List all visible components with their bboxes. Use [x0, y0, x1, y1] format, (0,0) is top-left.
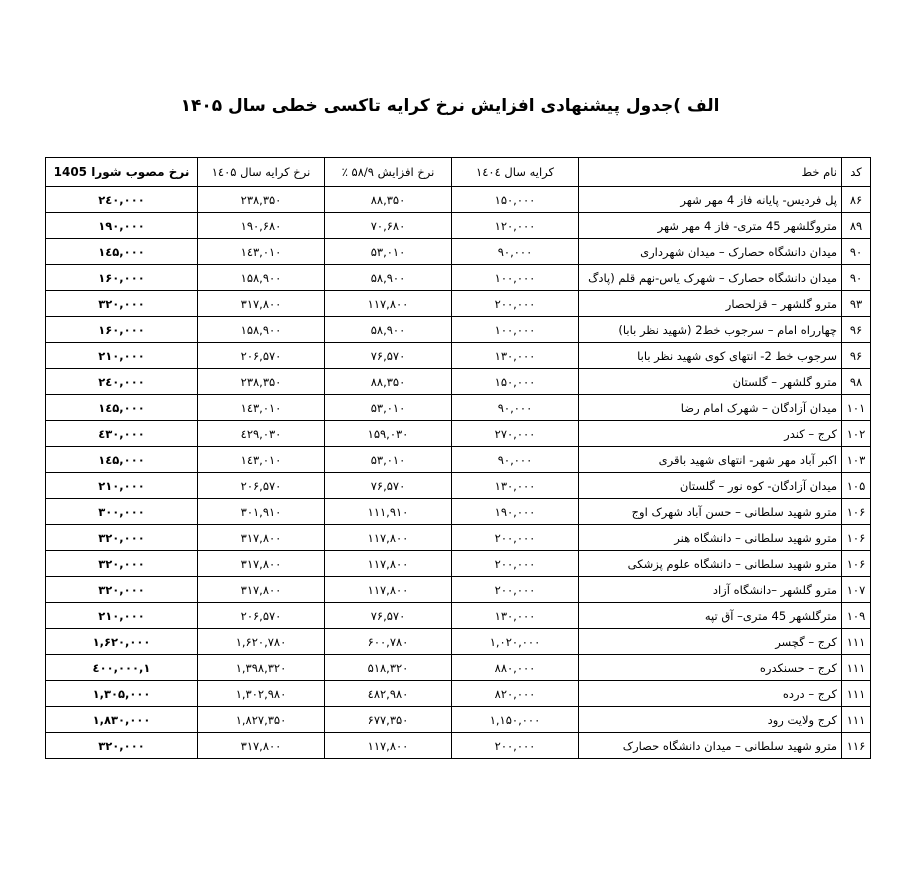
- cell-fare-1404: ۲۰۰,۰۰۰: [452, 733, 579, 759]
- cell-fare-1405: ۳۱۷,۸۰۰: [198, 577, 325, 603]
- cell-increase: ۵۸,۹۰۰: [325, 317, 452, 343]
- cell-route: کرج – حسنکدره: [579, 655, 842, 681]
- cell-fare-1404: ۱۵۰,۰۰۰: [452, 369, 579, 395]
- cell-approved: ۱,۶۲۰,۰۰۰: [46, 629, 198, 655]
- table-row: [46, 239, 871, 265]
- cell-route: مترگلشهر 45 متری– آق تپه: [579, 603, 842, 629]
- cell-increase: ۱۱۷,۸۰۰: [325, 525, 452, 551]
- cell-fare-1404: ۱۳۰,۰۰۰: [452, 343, 579, 369]
- cell-route: مترو شهید سلطانی – دانشگاه علوم پزشکی: [579, 551, 842, 577]
- table-row: [46, 707, 871, 733]
- cell-increase: ۱۱۱,۹۱۰: [325, 499, 452, 525]
- cell-fare-1404: ۱۳۰,۰۰۰: [452, 473, 579, 499]
- cell-route: سرجوب خط 2- انتهای کوی شهید نظر بابا: [579, 343, 842, 369]
- cell-fare-1405: ۱٤۳,۰۱۰: [198, 239, 325, 265]
- cell-route: کرج ولایت رود: [579, 707, 842, 733]
- header-increase: نرخ افزایش ۵۸/۹ ٪: [325, 158, 452, 187]
- cell-increase: ۷۶,۵۷۰: [325, 473, 452, 499]
- fare-table: [45, 157, 871, 759]
- cell-fare-1405: ۲۳۸,۳۵۰: [198, 369, 325, 395]
- table-row: [46, 421, 871, 447]
- cell-approved: ۳۲۰,۰۰۰: [46, 525, 198, 551]
- cell-approved: ۲۱۰,۰۰۰: [46, 603, 198, 629]
- cell-fare-1405: ۱,۳۹۸,۳۲۰: [198, 655, 325, 681]
- cell-code: ۹۶: [842, 317, 871, 343]
- table-row: [46, 317, 871, 343]
- cell-fare-1405: ۱,۸۲۷,۳۵۰: [198, 707, 325, 733]
- cell-fare-1404: ۲۰۰,۰۰۰: [452, 291, 579, 317]
- table-row: [46, 343, 871, 369]
- table-row: [46, 265, 871, 291]
- cell-code: ۱۰۶: [842, 551, 871, 577]
- cell-code: ۹۰: [842, 265, 871, 291]
- header-approved: نرخ مصوب شورا 1405: [46, 158, 198, 187]
- table-header-row: [46, 158, 871, 187]
- cell-code: ۸۶: [842, 187, 871, 213]
- table-row: [46, 733, 871, 759]
- cell-route: مترو گلشهر –دانشگاه آزاد: [579, 577, 842, 603]
- cell-fare-1405: ۲۳۸,۳۵۰: [198, 187, 325, 213]
- table-row: [46, 213, 871, 239]
- cell-route: میدان دانشگاه حصارک – میدان شهرداری: [579, 239, 842, 265]
- table-row: [46, 473, 871, 499]
- cell-fare-1404: ۸۲۰,۰۰۰: [452, 681, 579, 707]
- table-row: [46, 577, 871, 603]
- cell-approved: ۳۲۰,۰۰۰: [46, 733, 198, 759]
- cell-fare-1404: ۹۰,۰۰۰: [452, 239, 579, 265]
- cell-fare-1405: ۱٤۳,۰۱۰: [198, 395, 325, 421]
- cell-approved: ۱٤۵,۰۰۰: [46, 395, 198, 421]
- cell-code: ۱۰۶: [842, 499, 871, 525]
- cell-fare-1405: ۱۵۸,۹۰۰: [198, 265, 325, 291]
- cell-fare-1404: ۲۰۰,۰۰۰: [452, 525, 579, 551]
- header-route: نام خط: [579, 158, 842, 187]
- cell-route: متروگلشهر 45 متری- فاز 4 مهر شهر: [579, 213, 842, 239]
- cell-route: کرج – درده: [579, 681, 842, 707]
- cell-fare-1405: ۳۱۷,۸۰۰: [198, 525, 325, 551]
- cell-code: ۹۳: [842, 291, 871, 317]
- cell-route: کرج – کندر: [579, 421, 842, 447]
- table-row: [46, 369, 871, 395]
- cell-approved: ۱۶۰,۰۰۰: [46, 317, 198, 343]
- page-title: الف )جدول پیشنهادی افزایش نرخ کرایه تاکسی خطی سال ۱۴۰۵: [180, 96, 720, 116]
- cell-route: مترو شهید سلطانی – حسن آباد شهرک اوج: [579, 499, 842, 525]
- cell-code: ۱۰۶: [842, 525, 871, 551]
- cell-approved: ۲۱۰,۰۰۰: [46, 473, 198, 499]
- cell-fare-1404: ۹۰,۰۰۰: [452, 447, 579, 473]
- cell-increase: ۵۳,۰۱۰: [325, 447, 452, 473]
- cell-code: ۱۰۱: [842, 395, 871, 421]
- cell-fare-1405: ۲۰۶,۵۷۰: [198, 603, 325, 629]
- cell-code: ۱۰۳: [842, 447, 871, 473]
- table-row: [46, 681, 871, 707]
- cell-increase: ۷۶,۵۷۰: [325, 343, 452, 369]
- cell-approved: ۱٤۵,۰۰۰: [46, 239, 198, 265]
- cell-approved: ۱,۳۰۵,۰۰۰: [46, 681, 198, 707]
- cell-code: ۱۰۹: [842, 603, 871, 629]
- cell-increase: ۶۷۷,۳۵۰: [325, 707, 452, 733]
- cell-increase: ۱۱۷,۸۰۰: [325, 733, 452, 759]
- table-row: [46, 655, 871, 681]
- cell-route: مترو شهید سلطانی – دانشگاه هنر: [579, 525, 842, 551]
- cell-increase: ۱۱۷,۸۰۰: [325, 577, 452, 603]
- cell-fare-1405: ۱,۳۰۲,۹۸۰: [198, 681, 325, 707]
- cell-route: کرج – گچسر: [579, 629, 842, 655]
- cell-fare-1405: ۳۱۷,۸۰۰: [198, 733, 325, 759]
- cell-approved: ۱۶۰,۰۰۰: [46, 265, 198, 291]
- cell-code: ۱۰۵: [842, 473, 871, 499]
- cell-code: ۹۶: [842, 343, 871, 369]
- cell-fare-1405: ۱٤۳,۰۱۰: [198, 447, 325, 473]
- table-row: [46, 499, 871, 525]
- cell-fare-1405: ۳۱۷,۸۰۰: [198, 551, 325, 577]
- cell-fare-1405: ۱۵۸,۹۰۰: [198, 317, 325, 343]
- cell-approved: ۳۲۰,۰۰۰: [46, 291, 198, 317]
- cell-increase: ۱۵۹,۰۳۰: [325, 421, 452, 447]
- cell-increase: ۱۱۷,۸۰۰: [325, 551, 452, 577]
- cell-fare-1405: ٤۲۹,۰۳۰: [198, 421, 325, 447]
- cell-code: ۸۹: [842, 213, 871, 239]
- cell-fare-1405: ۲۰۶,۵۷۰: [198, 343, 325, 369]
- cell-route: اکبر آباد مهر شهر- انتهای شهید باقری: [579, 447, 842, 473]
- cell-fare-1404: ۲۷۰,۰۰۰: [452, 421, 579, 447]
- cell-increase: ۵۳,۰۱۰: [325, 239, 452, 265]
- cell-increase: ۶۰۰,۷۸۰: [325, 629, 452, 655]
- cell-route: میدان آزادگان – شهرک امام رضا: [579, 395, 842, 421]
- cell-increase: ۵۳,۰۱۰: [325, 395, 452, 421]
- cell-route: پل فردیس- پایانه فاز 4 مهر شهر: [579, 187, 842, 213]
- cell-route: مترو گلشهر – گلستان: [579, 369, 842, 395]
- cell-fare-1405: ۳۰۱,۹۱۰: [198, 499, 325, 525]
- table-row: [46, 291, 871, 317]
- table-row: [46, 629, 871, 655]
- cell-increase: ۱۱۷,۸۰۰: [325, 291, 452, 317]
- cell-increase: ۵۱۸,۳۲۰: [325, 655, 452, 681]
- cell-route: مترو گلشهر – قزلحصار: [579, 291, 842, 317]
- cell-approved: ۲۱۰,۰۰۰: [46, 343, 198, 369]
- cell-code: ۱۱۱: [842, 707, 871, 733]
- table-row: [46, 603, 871, 629]
- cell-code: ۱۱۱: [842, 629, 871, 655]
- cell-increase: ۷۰,۶۸۰: [325, 213, 452, 239]
- cell-fare-1405: ۱,۶۲۰,۷۸۰: [198, 629, 325, 655]
- cell-fare-1404: ۹۰,۰۰۰: [452, 395, 579, 421]
- cell-fare-1404: ۱۰۰,۰۰۰: [452, 265, 579, 291]
- cell-fare-1404: ۲۰۰,۰۰۰: [452, 551, 579, 577]
- cell-approved: ٤۳۰,۰۰۰: [46, 421, 198, 447]
- cell-route: مترو شهید سلطانی – میدان دانشگاه حصارک: [579, 733, 842, 759]
- table-row: [46, 447, 871, 473]
- cell-route: چهارراه امام – سرجوب خط2 (شهید نظر بابا): [579, 317, 842, 343]
- cell-fare-1404: ۱,۰۲۰,۰۰۰: [452, 629, 579, 655]
- header-fare-1404: کرایه سال ۱٤۰٤: [452, 158, 579, 187]
- cell-approved: ۱,۸۳۰,۰۰۰: [46, 707, 198, 733]
- cell-approved: ۲٤۰,۰۰۰: [46, 187, 198, 213]
- table-row: [46, 187, 871, 213]
- cell-code: ۹۸: [842, 369, 871, 395]
- cell-fare-1404: ۸۸۰,۰۰۰: [452, 655, 579, 681]
- cell-fare-1404: ۲۰۰,۰۰۰: [452, 577, 579, 603]
- table-row: [46, 395, 871, 421]
- table-row: [46, 525, 871, 551]
- header-code: کد: [842, 158, 871, 187]
- cell-code: ۱۰۷: [842, 577, 871, 603]
- cell-approved: ۳۰۰,۰۰۰: [46, 499, 198, 525]
- header-fare-1405: نرخ کرایه سال ۱٤۰۵: [198, 158, 325, 187]
- table-row: [46, 551, 871, 577]
- cell-route: میدان آزادگان- کوه نور – گلستان: [579, 473, 842, 499]
- cell-increase: ٤۸۲,۹۸۰: [325, 681, 452, 707]
- cell-approved: ۳۲۰,۰۰۰: [46, 551, 198, 577]
- cell-approved: ۲٤۰,۰۰۰: [46, 369, 198, 395]
- cell-fare-1404: ۱,۱۵۰,۰۰۰: [452, 707, 579, 733]
- cell-approved: ۱۹۰,۰۰۰: [46, 213, 198, 239]
- cell-fare-1404: ۱۰۰,۰۰۰: [452, 317, 579, 343]
- cell-code: ۱۱۱: [842, 655, 871, 681]
- table-body: [46, 187, 871, 759]
- cell-code: ۹۰: [842, 239, 871, 265]
- cell-increase: ۸۸,۳۵۰: [325, 369, 452, 395]
- cell-approved: ۱٤۵,۰۰۰: [46, 447, 198, 473]
- cell-fare-1405: ۱۹۰,۶۸۰: [198, 213, 325, 239]
- cell-route: میدان دانشگاه حصارک – شهرک یاس-نهم قلم (پادگ: [579, 265, 842, 291]
- cell-code: ۱۰۲: [842, 421, 871, 447]
- cell-fare-1404: ۱۵۰,۰۰۰: [452, 187, 579, 213]
- cell-increase: ۵۸,۹۰۰: [325, 265, 452, 291]
- cell-increase: ۸۸,۳۵۰: [325, 187, 452, 213]
- cell-fare-1405: ۳۱۷,۸۰۰: [198, 291, 325, 317]
- cell-code: ۱۱۶: [842, 733, 871, 759]
- cell-approved: ۳۲۰,۰۰۰: [46, 577, 198, 603]
- cell-code: ۱۱۱: [842, 681, 871, 707]
- cell-approved: ۱,٤۰۰,۰۰۰: [46, 655, 198, 681]
- cell-increase: ۷۶,۵۷۰: [325, 603, 452, 629]
- cell-fare-1404: ۱۹۰,۰۰۰: [452, 499, 579, 525]
- cell-fare-1404: ۱۳۰,۰۰۰: [452, 603, 579, 629]
- cell-fare-1404: ۱۲۰,۰۰۰: [452, 213, 579, 239]
- cell-fare-1405: ۲۰۶,۵۷۰: [198, 473, 325, 499]
